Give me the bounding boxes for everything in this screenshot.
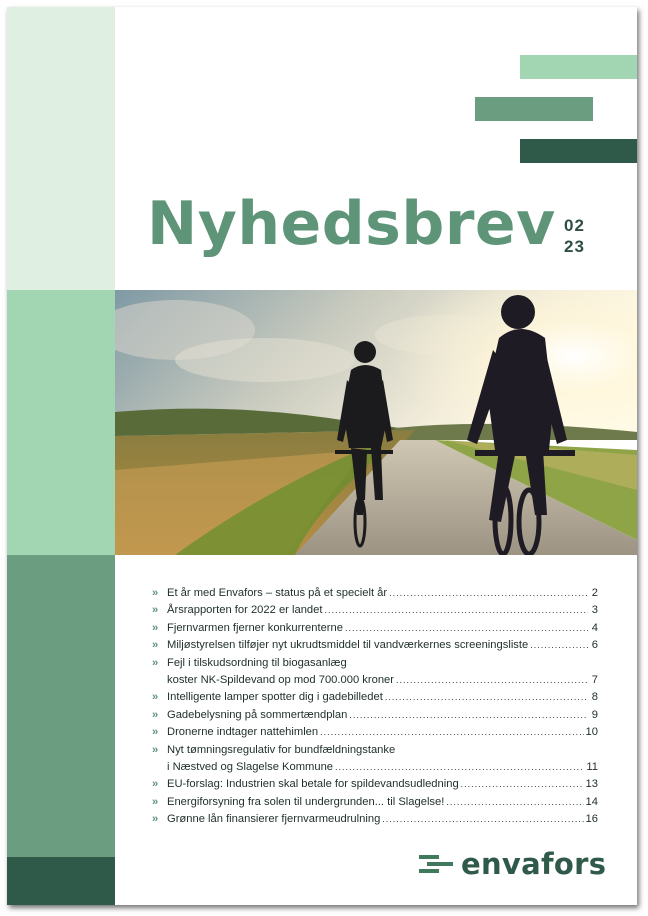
toc-item-page: 3 xyxy=(591,604,598,617)
table-of-contents xyxy=(152,585,598,829)
issue-number: 02 xyxy=(564,216,585,235)
toc-leader-dots xyxy=(349,707,588,724)
toc-bullet-icon: » xyxy=(152,587,159,599)
toc-item-title: Årsrapporten for 2022 er landet xyxy=(167,604,323,617)
toc-bullet-icon: » xyxy=(152,656,159,669)
toc-bullet-icon: » xyxy=(152,795,159,808)
toc-bullet-icon: » xyxy=(152,708,159,721)
cyclists-photo xyxy=(115,290,637,555)
toc-item[interactable] xyxy=(152,742,598,777)
toc-item-page: 10 xyxy=(585,726,598,739)
toc-bullet-icon: » xyxy=(152,813,159,826)
envafors-logo-icon xyxy=(419,853,453,875)
toc-bullet-icon: » xyxy=(152,726,159,739)
side-band-sage xyxy=(7,555,115,857)
toc-item-title: Energiforsyning fra solen til undergrunden... til Slagelse! xyxy=(167,795,445,808)
side-band-mint xyxy=(7,290,115,555)
toc-item-page: 11 xyxy=(586,761,598,774)
toc-item[interactable] xyxy=(152,776,598,793)
toc-leader-dots xyxy=(335,759,584,776)
cyclists-photo-illustration xyxy=(115,290,637,555)
toc-item[interactable] xyxy=(152,620,598,637)
toc-item[interactable] xyxy=(152,602,598,619)
toc-item-page: 16 xyxy=(585,813,598,826)
decor-bar-light xyxy=(520,55,637,79)
decor-bar-dark xyxy=(520,139,637,163)
toc-leader-dots xyxy=(320,724,583,741)
toc-leader-dots xyxy=(461,776,584,793)
decor-bar-mid xyxy=(475,97,593,121)
toc-item-title: Fejl i tilskudsordning til biogasanlæg xyxy=(167,656,347,669)
toc-leader-dots xyxy=(530,637,588,654)
toc-item-page: 4 xyxy=(591,621,598,634)
toc-item-page: 14 xyxy=(585,795,598,808)
toc-bullet-icon: » xyxy=(152,604,159,617)
toc-item-title: Gadebelysning på sommertændplan xyxy=(167,708,348,721)
newsletter-cover xyxy=(7,7,637,905)
toc-item[interactable] xyxy=(152,655,598,690)
issue-year: 23 xyxy=(564,237,585,256)
issue-label xyxy=(564,215,585,257)
toc-item-title: i Næstved og Slagelse Kommune xyxy=(167,761,334,774)
toc-item-title: Dronerne indtager nattehimlen xyxy=(167,726,319,739)
envafors-logo xyxy=(419,847,606,881)
toc-bullet-icon: » xyxy=(152,639,159,652)
toc-leader-dots xyxy=(396,672,588,689)
toc-item-page: 8 xyxy=(591,691,598,704)
toc-item[interactable] xyxy=(152,689,598,706)
toc-bullet-icon: » xyxy=(152,778,159,791)
envafors-logo-text: envafors xyxy=(461,847,607,881)
toc-leader-dots xyxy=(345,620,588,637)
toc-item-page: 7 xyxy=(591,674,598,687)
toc-item[interactable] xyxy=(152,811,598,828)
toc-item-page: 2 xyxy=(591,587,598,599)
toc-item-title: Grønne lån finansierer fjernvarmeudrulning xyxy=(167,813,381,826)
side-band-light xyxy=(7,7,115,290)
toc-item-page: 9 xyxy=(591,708,598,721)
toc-item-title: Intelligente lamper spotter dig i gadebilledet xyxy=(167,691,383,704)
toc-item-title: Fjernvarmen fjerner konkurrenterne xyxy=(167,621,343,634)
toc-item-title: EU-forslag: Industrien skal betale for spildevandsudledning xyxy=(167,778,459,791)
toc-leader-dots xyxy=(389,585,588,602)
newsletter-title: Nyhedsbrev xyxy=(147,189,556,259)
toc-bullet-icon: » xyxy=(152,691,159,704)
toc-item[interactable] xyxy=(152,585,598,602)
toc-bullet-icon: » xyxy=(152,621,159,634)
toc-item-page: 6 xyxy=(591,639,598,652)
toc-item-title: koster NK-Spildevand op mod 700.000 kroner xyxy=(167,674,394,687)
side-band-dark xyxy=(7,857,115,905)
toc-item-title: Nyt tømningsregulativ for bundfældningstanke xyxy=(167,743,396,756)
toc-leader-dots xyxy=(446,794,583,811)
toc-item-page: 13 xyxy=(585,778,598,791)
toc-leader-dots xyxy=(385,689,588,706)
toc-leader-dots xyxy=(324,602,588,619)
toc-item[interactable] xyxy=(152,707,598,724)
toc-item[interactable] xyxy=(152,794,598,811)
toc-item-title: Miljøstyrelsen tilføjer nyt ukrudtsmiddel til vandværkernes screeningsliste xyxy=(167,639,529,652)
toc-bullet-icon: » xyxy=(152,743,159,756)
toc-item[interactable] xyxy=(152,724,598,741)
toc-item-title: Et år med Envafors – status på et specielt år xyxy=(167,587,388,599)
toc-item[interactable] xyxy=(152,637,598,654)
toc-leader-dots xyxy=(382,811,583,828)
